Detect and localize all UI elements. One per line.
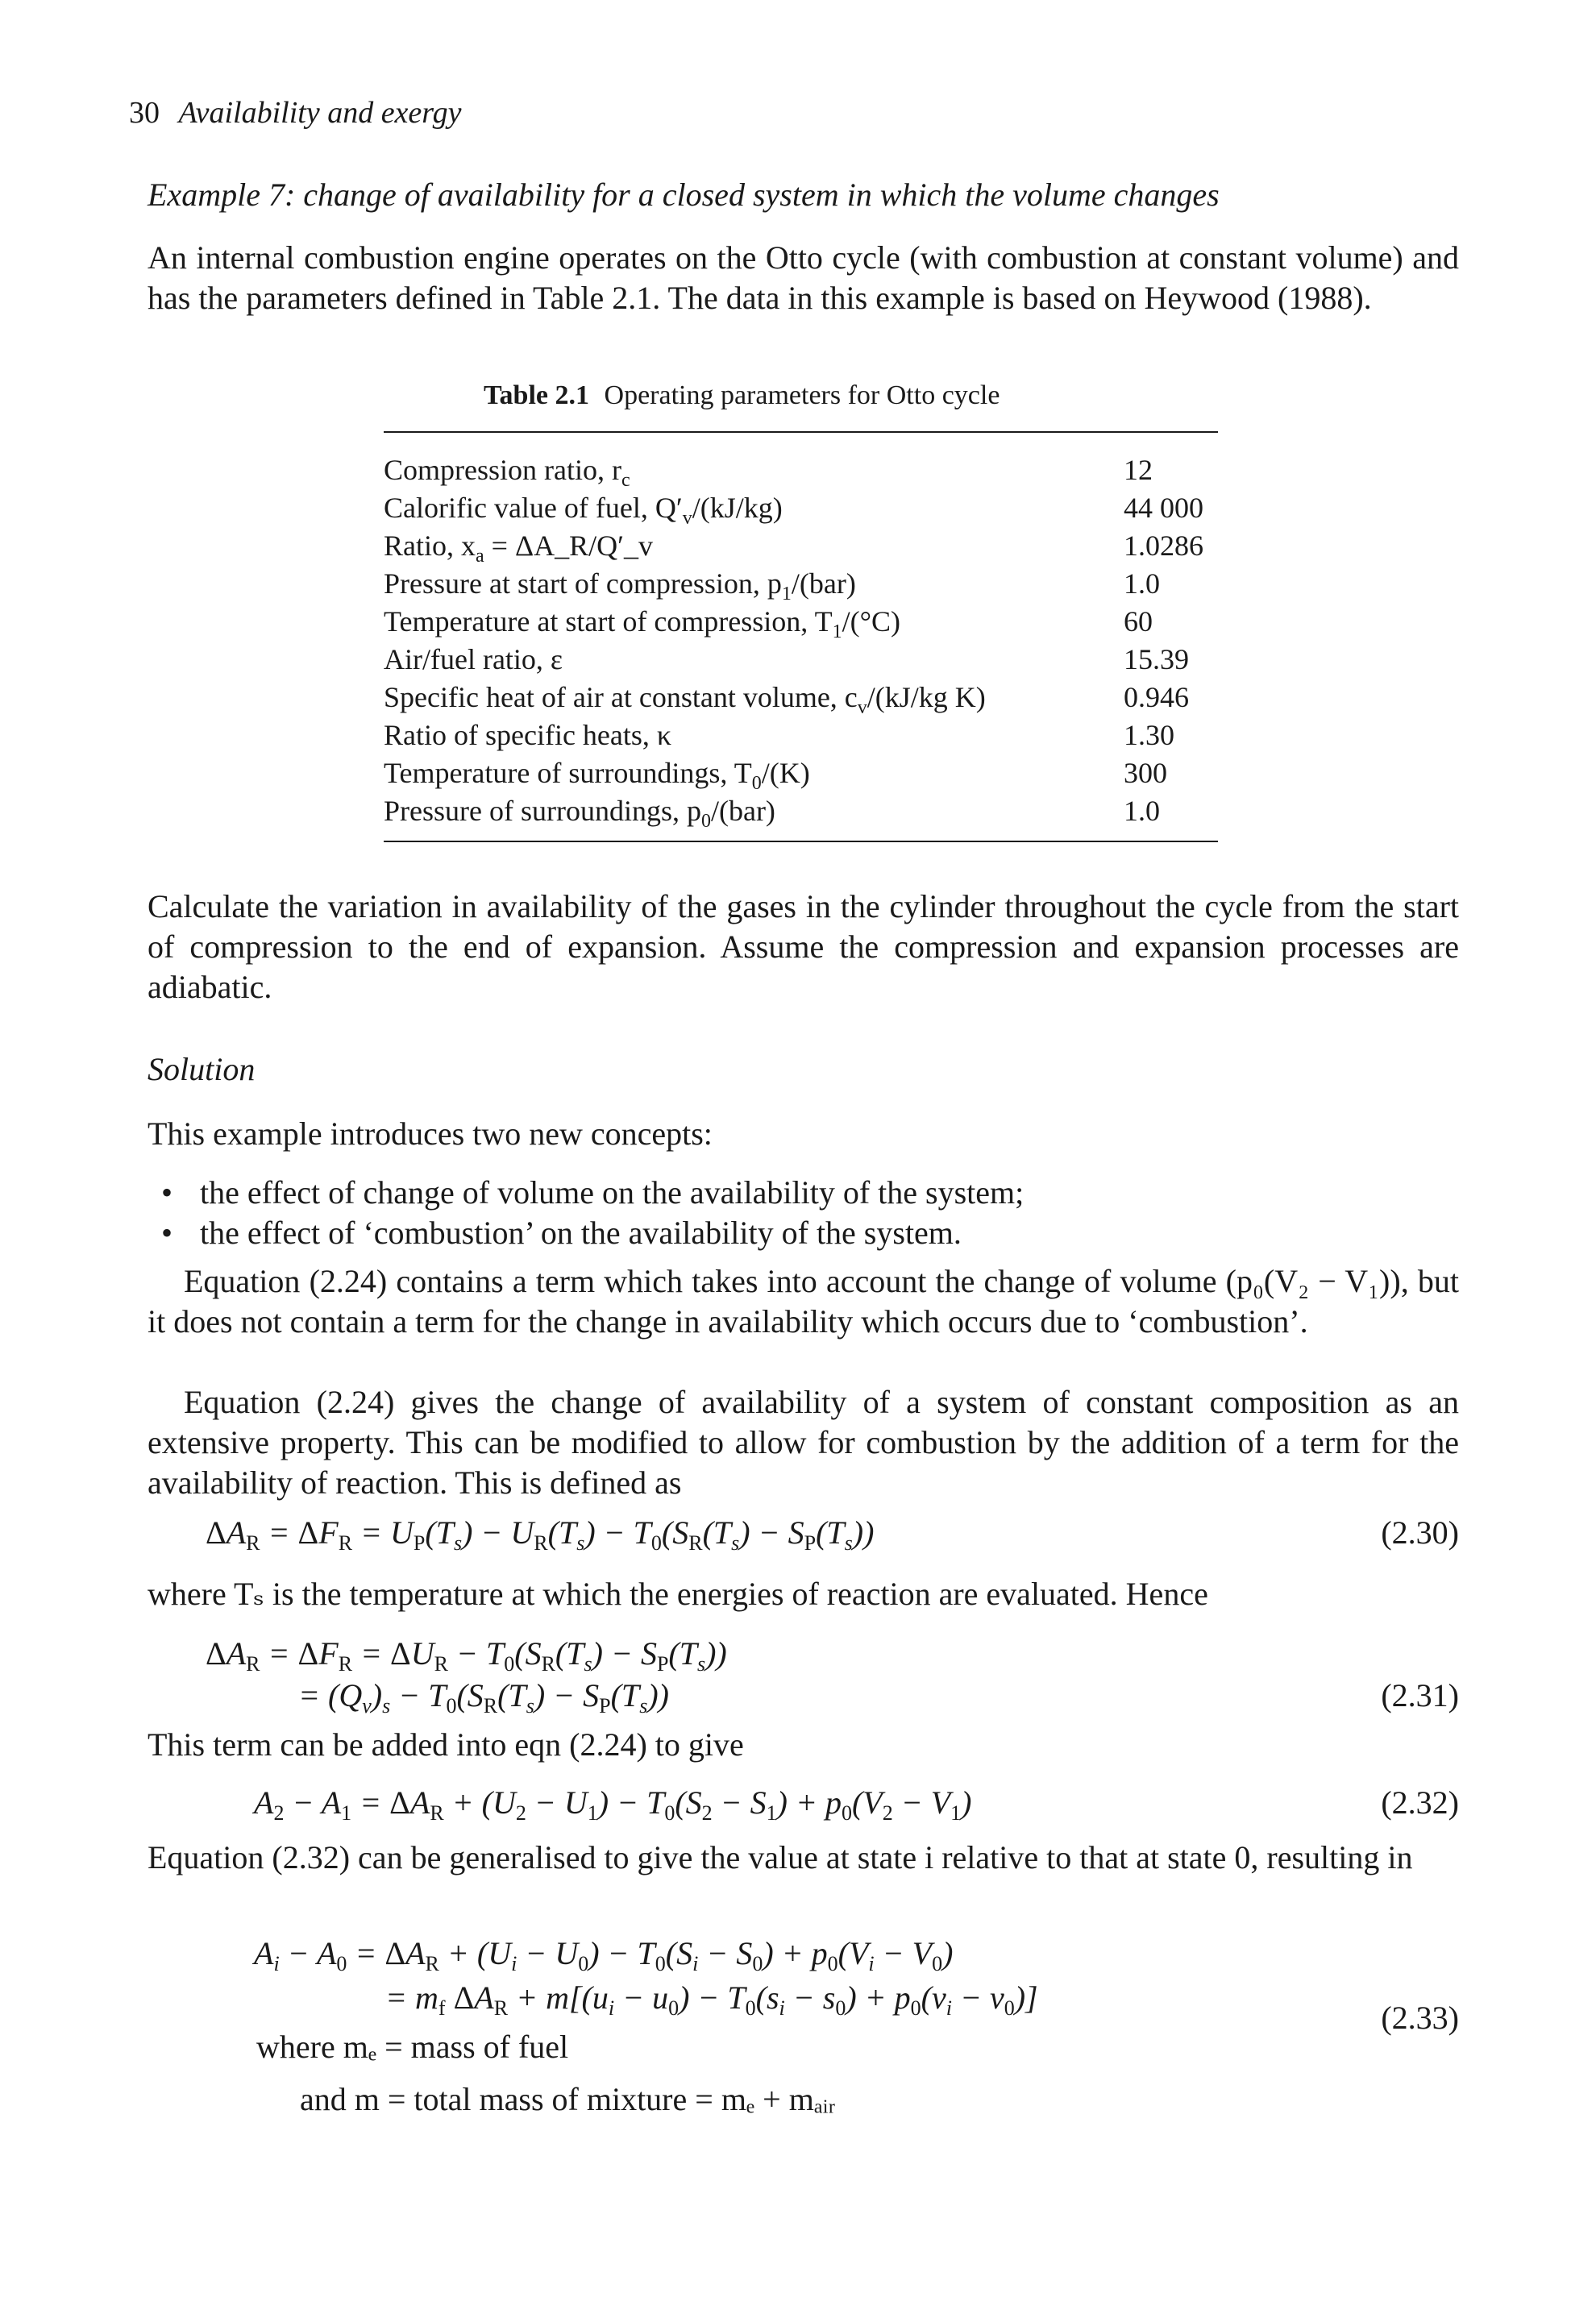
paragraph-eq-224-volume: Equation (2.24) contains a term which takes into account the change of volume (p₀(V₂ − V₁)), but it does not contain a term for the change in availability which occurs due to ‘combustion’. <box>148 1263 1459 1340</box>
parameter-value: 44 000 <box>1124 492 1203 524</box>
table-top-rule <box>384 431 1218 433</box>
table-caption-text: Operating parameters for Otto cycle <box>604 380 1000 410</box>
table-row <box>384 451 1218 489</box>
paragraph-eq-224-composition: Equation (2.24) gives the change of availability of a system of constant composition as an extensive property. This can be modified to allow for combustion by the addition of a term for the availability of reaction. This is defined as <box>148 1384 1459 1501</box>
parameters-table <box>384 451 1218 830</box>
table-row <box>384 641 1218 679</box>
table-number: Table 2.1 <box>484 380 590 410</box>
equation-number: (2.30) <box>1381 1514 1459 1551</box>
concepts-list <box>161 1173 1459 1253</box>
equation-2-33-line2: = $m_f$ $\Delta A_R + m[(u_i - u_0) - T_0(s_i - s_0) + p_0(v_i - v_0)]$ <box>385 1979 1038 2020</box>
table-row <box>384 754 1218 792</box>
equation-2-32: $A_2 - A_1 = \Delta A_R + (U_2 - U_1) - T_0(S_2 - S_1) + p_0(V_2 - V_1)$ <box>254 1784 972 1825</box>
parameter-label: Pressure at start of compression, $p_1/(bar)$ <box>384 567 856 604</box>
equation-2-31-line2: = $(Q_v)_s - T_0(S_R(T_s) - S_P(T_s))$ <box>298 1677 669 1718</box>
paragraph-added: This term can be added into eqn (2.24) to give <box>148 1726 744 1763</box>
table-row <box>384 792 1218 830</box>
running-title: Availability and exergy <box>178 96 462 130</box>
parameter-value: 60 <box>1124 605 1153 638</box>
solution-heading: Solution <box>148 1051 256 1087</box>
table-row <box>384 527 1218 565</box>
parameter-label: Specific heat of air at constant volume, $c_v/(kJ/kg$ K) <box>384 681 986 718</box>
parameter-label: Temperature at start of compression, $T_1/(^\circ C)$ <box>384 605 901 642</box>
parameter-label: Calorific value of fuel, $Q'_v/(kJ/kg)$ <box>384 492 783 529</box>
equation-number: (2.33) <box>1381 2000 1459 2036</box>
running-header <box>129 95 462 131</box>
equation-number: (2.32) <box>1381 1784 1459 1821</box>
parameter-label: Ratio, $x_a$ = ΔA_R/Q′_v <box>384 530 653 567</box>
paragraph-generalised: Equation (2.32) can be generalised to give the value at state i relative to that at state 0, resulting in <box>148 1839 1413 1875</box>
parameter-value: 1.0 <box>1124 567 1160 600</box>
parameter-value: 1.0 <box>1124 795 1160 827</box>
table-bottom-rule <box>384 841 1218 842</box>
parameter-value: 15.39 <box>1124 643 1189 675</box>
parameter-label: Air/fuel ratio, ε <box>384 643 563 675</box>
equation-2-31-line1: $\Delta A_R = \Delta F_R = \Delta U_R - T_0(S_R(T_s) - S_P(T_s))$ <box>206 1635 727 1676</box>
table-row <box>384 679 1218 717</box>
list-item: • the effect of change of volume on the availability of the system; <box>161 1174 1025 1211</box>
parameter-label: Compression ratio, $r_c$ <box>384 454 630 491</box>
table-row <box>384 603 1218 641</box>
parameter-label: Temperature of surroundings, $T_0/(K)$ <box>384 757 810 794</box>
table-row <box>384 565 1218 603</box>
equation-2-30: $\Delta A_R = \Delta F_R = U_P(T_s) - U_R(T_s) - T_0(S_R(T_s) - S_P(T_s))$ <box>206 1514 875 1555</box>
parameter-value: 1.0286 <box>1124 530 1203 562</box>
parameter-label: Ratio of specific heats, κ <box>384 719 672 751</box>
list-item: • the effect of ‘combustion’ on the availability of the system. <box>161 1215 962 1251</box>
paragraph-ts: where Tₛ is the temperature at which the energies of reaction are evaluated. Hence <box>148 1576 1208 1612</box>
intro-paragraph: An internal combustion engine operates on the Otto cycle (with combustion at constant volume) and has the parameters defined in Table 2.1. The data in this example is based on Heywood (1988). <box>148 239 1459 316</box>
parameter-label: Pressure of surroundings, $p_0/(bar)$ <box>384 795 775 832</box>
and-total-mass: and m = total mass of mixture = mₑ + mₐᵢᵣ <box>300 2081 836 2117</box>
parameter-value: 1.30 <box>1124 719 1174 751</box>
parameter-value: 0.946 <box>1124 681 1189 713</box>
task-paragraph: Calculate the variation in availability of the gases in the cylinder throughout the cycle from the start of compression to the end of expansion. Assume the compression and expansion processes are adiabatic. <box>148 888 1459 1005</box>
equation-2-33-line1: $A_i - A_0 = \Delta A_R + (U_i - U_0) - T_0(S_i - S_0) + p_0(V_i - V_0)$ <box>254 1935 954 1975</box>
example-title: Example 7: change of availability for a closed system in which the volume changes <box>148 177 1220 213</box>
concepts-intro: This example introduces two new concepts: <box>148 1115 713 1152</box>
parameter-value: 300 <box>1124 757 1167 789</box>
parameter-value: 12 <box>1124 454 1153 486</box>
page-number: 30 <box>129 96 160 130</box>
table-row <box>384 489 1218 527</box>
where-mass-of-fuel: where mₑ = mass of fuel <box>256 2029 569 2065</box>
table-row <box>384 717 1218 754</box>
equation-number: (2.31) <box>1381 1677 1459 1713</box>
table-caption <box>484 380 1000 411</box>
